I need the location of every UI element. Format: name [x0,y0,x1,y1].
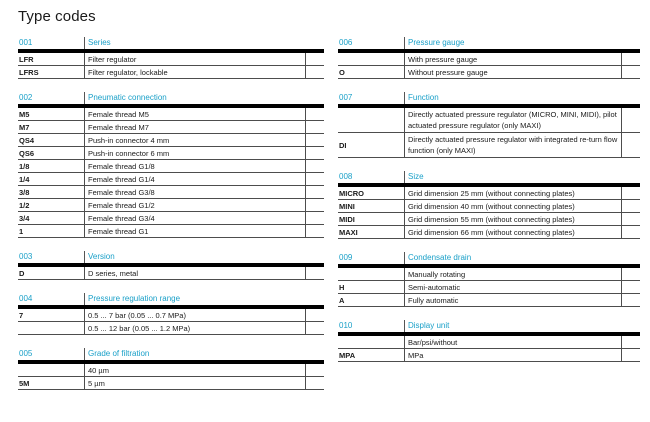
row-blank-cell [305,134,324,146]
row-description: Push-in connector 4 mm [84,134,305,146]
table-header-code: 007 [339,93,353,102]
row-description: Bar/psi/without [404,336,621,348]
table-header-code: 002 [19,93,33,102]
row-code: MIDI [339,214,355,224]
table-row [338,281,640,294]
row-code [338,336,404,348]
row-code: QS6 [19,148,35,158]
table-header [18,35,324,53]
row-blank-cell [305,199,324,211]
row-description: Female thread G3/8 [84,186,305,198]
table-header-code: 001 [19,38,33,47]
row-blank-cell [621,281,640,293]
row-description: MPa [404,349,621,361]
row-code: H [339,282,345,292]
table-header [338,90,640,108]
row-code [338,108,404,132]
row-description: Fully automatic [404,294,621,306]
row-description: Grid dimension 40 mm (without connecting plates) [404,200,621,212]
row-blank-cell [621,226,640,238]
row-code: 5M [19,378,30,388]
table-row [18,173,324,186]
table-header-label: Pressure gauge [404,37,640,49]
table-row [18,53,324,66]
table-header-label: Pneumatic connection [84,92,324,104]
row-description: Female thread G1/4 [84,173,305,185]
row-blank-cell [305,66,324,78]
row-blank-cell [621,66,640,78]
row-code [338,53,404,65]
row-blank-cell [621,108,640,132]
table-row [338,213,640,226]
table-header [18,249,324,267]
table-header [18,346,324,364]
row-blank-cell [305,186,324,198]
table-row [18,309,324,322]
left-column [18,35,324,401]
row-code: QS4 [19,135,35,145]
table-row [338,349,640,362]
row-description: Female thread M5 [84,108,305,120]
row-blank-cell [305,160,324,172]
table-header-code: 003 [19,252,33,261]
row-code: 3/4 [19,213,30,223]
table-row [338,66,640,79]
row-blank-cell [305,377,324,389]
row-blank-cell [305,121,324,133]
table-header-label: Display unit [404,320,640,332]
table-row [338,108,640,133]
table-header-label: Pressure regulation range [84,293,324,305]
row-description: Female thread G1 [84,225,305,237]
type-code-table-005 [18,346,324,390]
row-description: 0.5 ... 7 bar (0.05 ... 0.7 MPa) [84,309,305,321]
row-description: 5 µm [84,377,305,389]
row-code: LFRS [19,67,39,77]
right-column [338,35,640,373]
table-row [18,267,324,280]
table-header-label: Grade of filtration [84,348,324,360]
table-row [18,66,324,79]
table-row [338,294,640,307]
row-description: 40 µm [84,364,305,376]
row-blank-cell [305,267,324,279]
table-header [18,90,324,108]
row-description: Filter regulator [84,53,305,65]
row-description: Push-in connector 6 mm [84,147,305,159]
row-blank-cell [621,200,640,212]
row-description: Grid dimension 55 mm (without connecting plates) [404,213,621,225]
row-description: Directly actuated pressure regulator with integrated re-turn flow function (only MAXI) [404,133,621,157]
row-description: Directly actuated pressure regulator (MICRO, MINI, MIDI), pilot actuated pressure regulator (only MAXI) [404,108,621,132]
row-code: 3/8 [19,187,30,197]
row-blank-cell [305,225,324,237]
table-row [18,134,324,147]
table-row [18,121,324,134]
row-code [338,268,404,280]
row-code: 1/4 [19,174,30,184]
row-code: MICRO [339,188,364,198]
table-header [338,169,640,187]
row-description: D series, metal [84,267,305,279]
row-blank-cell [305,173,324,185]
row-description: Without pressure gauge [404,66,621,78]
table-row [338,268,640,281]
row-blank-cell [621,133,640,157]
row-blank-cell [305,309,324,321]
row-code [18,364,84,376]
row-code: LFR [19,54,34,64]
row-code: O [339,67,345,77]
row-blank-cell [621,213,640,225]
row-description: Semi-automatic [404,281,621,293]
row-code: 7 [19,310,24,320]
table-header-code: 010 [339,321,353,330]
table-row [338,53,640,66]
row-description: Female thread G3/4 [84,212,305,224]
table-header [338,35,640,53]
table-header [18,291,324,309]
type-code-table-003 [18,249,324,280]
table-header-code: 006 [339,38,353,47]
table-header-label: Series [84,37,324,49]
table-row [18,322,324,335]
type-code-table-008 [338,169,640,239]
row-description: 0.5 ... 12 bar (0.05 ... 1.2 MPa) [84,322,305,334]
row-description: Grid dimension 25 mm (without connecting plates) [404,187,621,199]
table-row [18,212,324,225]
table-header-code: 008 [339,172,353,181]
row-code: 1/2 [19,200,30,210]
table-row [18,160,324,173]
type-code-table-006 [338,35,640,79]
page-title: Type codes [18,8,96,25]
table-header-code: 009 [339,253,353,262]
row-blank-cell [621,187,640,199]
row-blank-cell [621,294,640,306]
type-code-table-007 [338,90,640,158]
table-row [338,200,640,213]
table-row [18,186,324,199]
table-header [338,318,640,336]
row-description: Female thread M7 [84,121,305,133]
table-row [18,147,324,160]
row-description: Female thread G1/8 [84,160,305,172]
row-code: DI [339,140,347,150]
type-code-table-010 [338,318,640,362]
row-blank-cell [621,268,640,280]
row-code: 1 [19,226,24,236]
row-code: A [339,295,345,305]
row-blank-cell [305,364,324,376]
row-code: M7 [19,122,30,132]
table-header-label: Function [404,92,640,104]
table-header-label: Version [84,251,324,263]
table-row [338,133,640,158]
type-code-table-004 [18,291,324,335]
table-header-code: 005 [19,349,33,358]
table-header [338,250,640,268]
table-row [18,364,324,377]
table-header-code: 004 [19,294,33,303]
table-row [338,226,640,239]
row-code: MAXI [339,227,358,237]
row-blank-cell [305,53,324,65]
row-blank-cell [621,53,640,65]
table-row [338,336,640,349]
table-header-label: Size [404,171,640,183]
type-code-table-009 [338,250,640,307]
table-row [18,199,324,212]
table-row [338,187,640,200]
row-code: D [19,268,25,278]
row-description: Manually rotating [404,268,621,280]
row-description: Grid dimension 66 mm (without connecting plates) [404,226,621,238]
row-blank-cell [305,108,324,120]
row-description: Female thread G1/2 [84,199,305,211]
type-code-table-002 [18,90,324,238]
table-row [18,377,324,390]
row-code: MINI [339,201,355,211]
row-blank-cell [305,322,324,334]
table-row [18,225,324,238]
row-blank-cell [305,212,324,224]
type-code-table-001 [18,35,324,79]
table-row [18,108,324,121]
row-description: With pressure gauge [404,53,621,65]
row-blank-cell [621,336,640,348]
table-header-label: Condensate drain [404,252,640,264]
row-code [18,322,84,334]
row-description: Filter regulator, lockable [84,66,305,78]
row-code: 1/8 [19,161,30,171]
row-code: M5 [19,109,30,119]
row-blank-cell [305,147,324,159]
row-code: MPA [339,350,356,360]
row-blank-cell [621,349,640,361]
